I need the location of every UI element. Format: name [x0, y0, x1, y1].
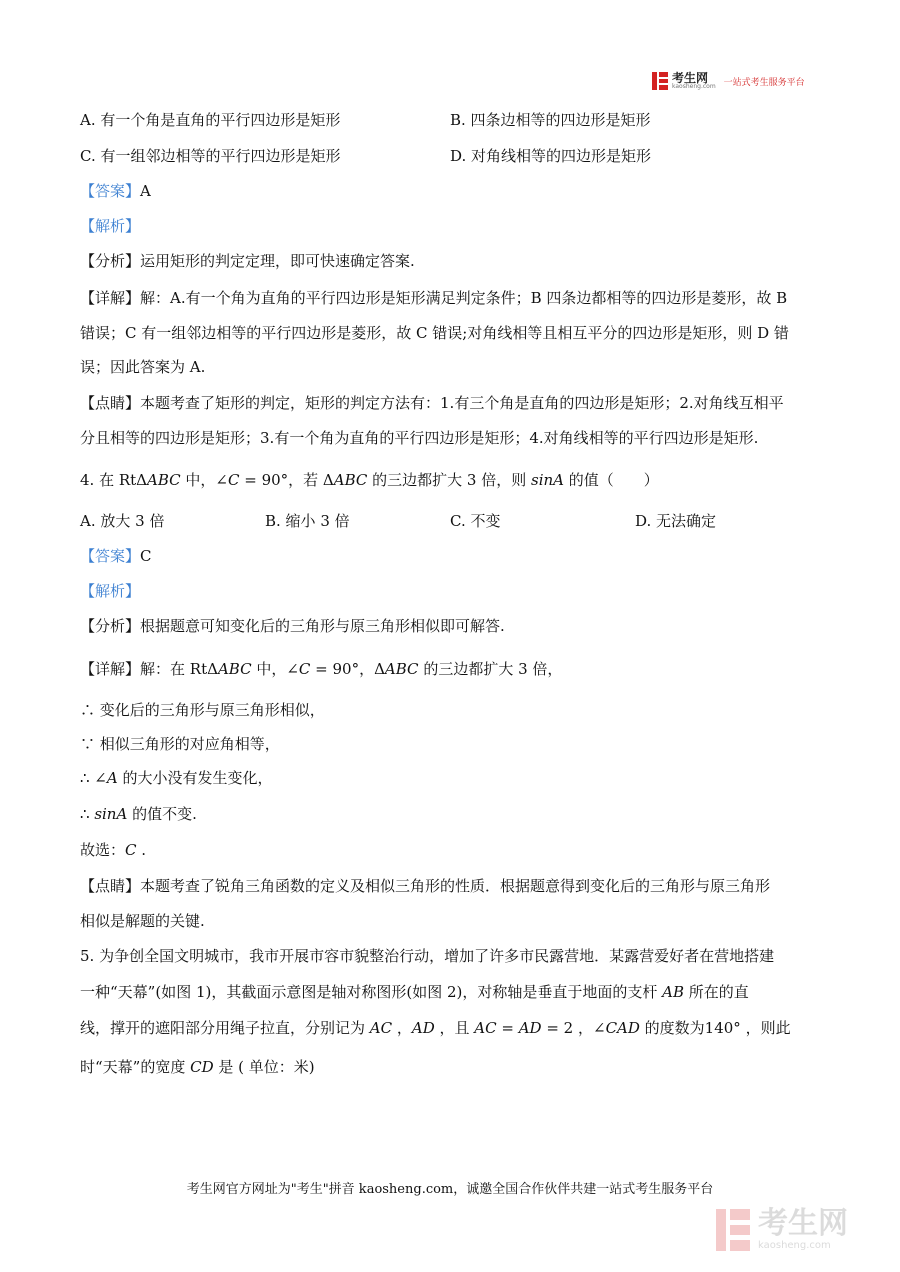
math-sina: sinA	[531, 471, 565, 489]
q3-option-c: C. 有一组邻边相等的平行四边形是矩形	[80, 147, 341, 165]
q4-xj-text: 中，∠	[251, 660, 299, 678]
q4-choose-text: 故选：	[80, 841, 126, 859]
q3-option-a: A. 有一个角是直角的平行四边形是矩形	[80, 111, 341, 129]
q4-fenxi: 【分析】根据题意可知变化后的三角形与原三角形相似即可解答.	[80, 617, 505, 635]
math-c: C	[227, 471, 240, 489]
q4-stem-text: 的三边都扩大 3 倍，则	[367, 471, 532, 489]
q5-line-2	[80, 982, 749, 1002]
q4-answer	[80, 546, 152, 566]
q5-text: 所在的直	[684, 983, 749, 1001]
page-footer: 考生网官方网址为"考生"拼音 kaosheng.com，诚邀全国合作伙伴共建一站式考生服务平台	[186, 1182, 714, 1197]
math-cd: CD	[190, 1058, 214, 1076]
math-cad: CAD	[605, 1019, 640, 1037]
q4-step-4	[80, 804, 197, 824]
math-ab: AB	[662, 983, 684, 1001]
q4-step-text: 的大小没有发生变化，	[117, 769, 273, 787]
q3-analysis-tag: 【解析】	[80, 217, 141, 235]
q3-xiangjie-2: 错误；C 有一组邻边相等的平行四边形是菱形，故 C 错误;对角线相等且相互平分的四边形是矩形，则 D 错	[80, 324, 789, 342]
math-ac: AC	[369, 1019, 393, 1037]
q4-analysis-tag: 【解析】	[80, 582, 141, 600]
q3-dianjing-1: 【点睛】本题考查了矩形的判定，矩形的判定方法有：1.有三个角是直角的四边形是矩形；2.对角线互相平	[80, 394, 784, 412]
math-ad: AD	[411, 1019, 435, 1037]
q5-text: 是 ( 单位：米)	[213, 1058, 315, 1076]
watermark	[716, 1208, 848, 1251]
answer-tag: 【答案】	[80, 182, 141, 200]
watermark-logo-icon	[716, 1209, 750, 1251]
q3-option-b: B. 四条边相等的四边形是矩形	[450, 111, 651, 129]
q5-text: ，	[392, 1019, 412, 1037]
q4-stem-text: 的值（ ）	[564, 471, 659, 489]
q4-step-2: ∵ 相似三角形的对应角相等，	[80, 735, 280, 753]
math-abc: ABC	[384, 660, 419, 678]
q3-option-d: D. 对角线相等的四边形是矩形	[450, 147, 652, 165]
q4-dianjing-2: 相似是解题的关键.	[80, 912, 205, 930]
q3-dianjing-2: 分且相等的四边形是矩形；3.有一个角为直角的平行四边形是矩形；4.对角线相等的平行四边形是矩形.	[80, 429, 759, 447]
q4-step-3	[80, 768, 273, 788]
q4-stem	[80, 470, 659, 490]
q5-text: = 2 ，∠	[541, 1019, 606, 1037]
q4-choose-text: .	[136, 841, 147, 859]
q3-xiangjie-3: 误；因此答案为 A.	[80, 358, 206, 376]
q3-answer	[80, 181, 151, 201]
q4-option-c: C. 不变	[450, 512, 501, 530]
logo-text: 考生网	[672, 71, 709, 85]
q5-text: 的度数为140° ，则此	[639, 1019, 791, 1037]
logo-mark-icon	[652, 72, 668, 90]
watermark-text: 考生网	[758, 1206, 848, 1241]
q4-xj-text: 的三边都扩大 3 倍，	[418, 660, 563, 678]
watermark-url: kaosheng.com	[758, 1240, 831, 1251]
q4-dianjing-1: 【点睛】本题考查了锐角三角函数的定义及相似三角形的性质．根据题意得到变化后的三角形与原三角形	[80, 877, 771, 895]
q4-step-text: ∴ ∠	[80, 769, 107, 787]
answer-tag: 【答案】	[80, 547, 141, 565]
logo-slogan: 一站式考生服务平台	[723, 77, 805, 88]
math-abc: ABC	[217, 660, 252, 678]
math-abc: ABC	[147, 471, 181, 489]
math-sina: sinA	[94, 805, 128, 823]
q5-text: 一种“天幕”(如图 1)，其截面示意图是轴对称图形(如图 2)，对称轴是垂直于地面的支杆	[80, 983, 663, 1001]
q5-text: =	[496, 1019, 519, 1037]
q4-stem-text: = 90°，若 Δ	[239, 471, 334, 489]
q3-xiangjie-1: 【详解】解：A.有一个角为直角的平行四边形是矩形满足判定条件；B 四条边都相等的四边形是菱形，故 B	[80, 289, 788, 307]
q5-text: 线，撑开的遮阳部分用绳子拉直，分别记为	[80, 1019, 370, 1037]
q5-text: 时“天幕”的宽度	[80, 1058, 191, 1076]
q4-step-text: ∴	[80, 805, 95, 823]
header-logo	[652, 72, 805, 90]
q4-xj-text: = 90°，Δ	[310, 660, 385, 678]
math-abc: ABC	[333, 471, 368, 489]
q5-line-3	[80, 1018, 791, 1038]
math-ac: AC	[474, 1019, 497, 1037]
q5-line-1: 5. 为争创全国文明城市，我市开展市容市貌整治行动，增加了许多市民露营地．某露营爱好者在营地搭建	[80, 947, 775, 965]
q4-stem-text: 4. 在 RtΔ	[80, 471, 148, 489]
q4-stem-text: 中，∠	[180, 471, 228, 489]
answer-value: A	[140, 182, 151, 200]
math-c: C	[298, 660, 311, 678]
q4-option-d: D. 无法确定	[635, 512, 717, 530]
math-a: A	[106, 769, 118, 787]
q5-line-4	[80, 1057, 315, 1077]
answer-value: C	[140, 547, 152, 565]
q4-option-a: A. 放大 3 倍	[80, 512, 165, 530]
q4-step-1: ∴ 变化后的三角形与原三角形相似，	[80, 701, 325, 719]
math-ad: AD	[518, 1019, 542, 1037]
q4-xj-text: 【详解】解：在 RtΔ	[80, 660, 218, 678]
q5-text: ，且	[434, 1019, 475, 1037]
q4-choose	[80, 840, 146, 860]
math-c: C	[125, 841, 137, 859]
logo-url: kaosheng.com	[672, 83, 716, 90]
q4-step-text: 的值不变.	[127, 805, 197, 823]
q3-fenxi: 【分析】运用矩形的判定定理，即可快速确定答案.	[80, 252, 415, 270]
q4-option-b: B. 缩小 3 倍	[265, 512, 350, 530]
q4-xiangjie	[80, 659, 562, 679]
